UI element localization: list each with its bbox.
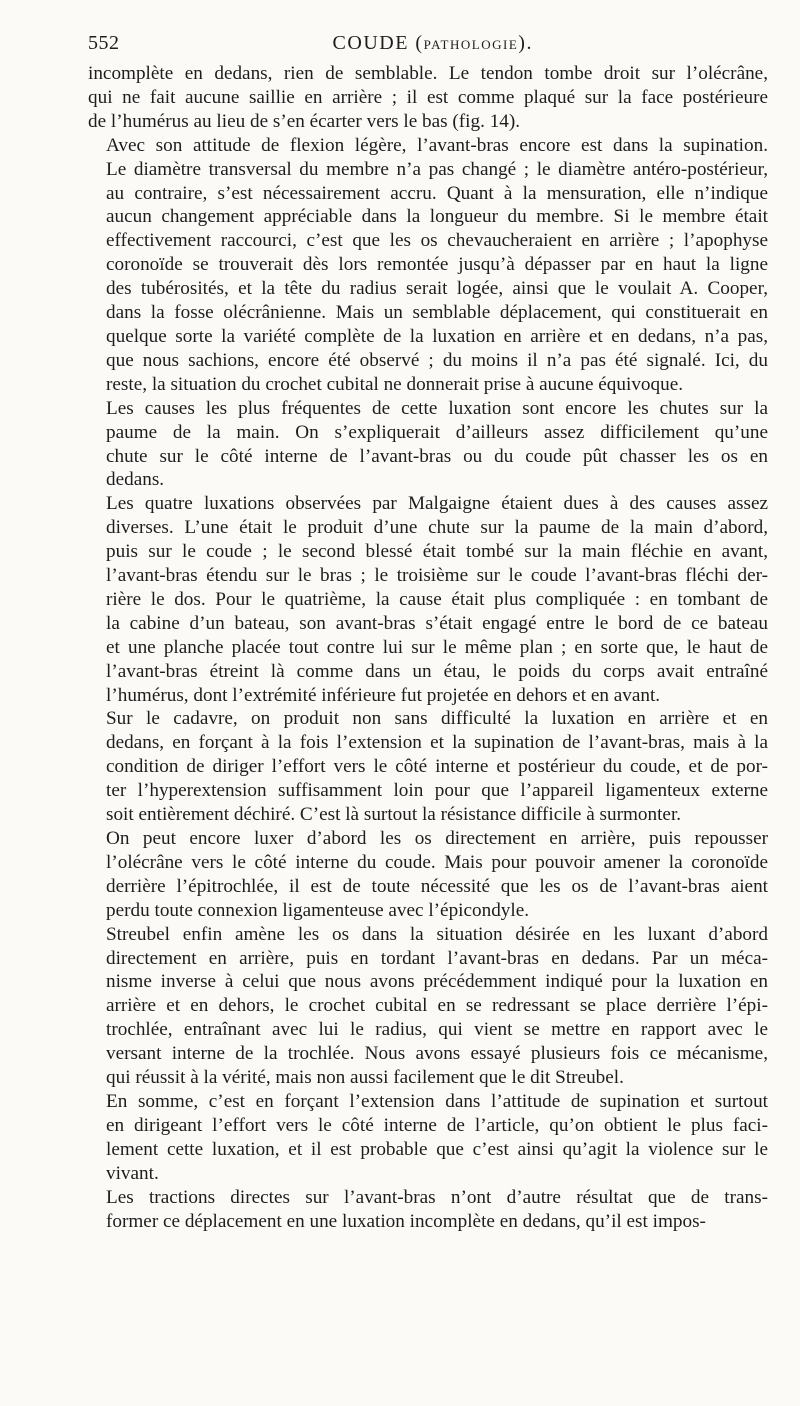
text-line: Le diamètre transversal du membre n’a pas changé ; le diamètre antéro-postérieur, <box>106 158 768 180</box>
text-line: soit entièrement déchiré. C’est là surtout la résistance difficile à surmonter. <box>106 804 682 826</box>
text-line: puis sur le coude ; le second blessé était tombé sur la main fléchie en avant, <box>106 541 768 563</box>
paragraph <box>88 134 768 397</box>
text-line: coronoïde se trouverait dès lors remontée jusqu’à dépasser par en haut la ligne <box>106 254 768 276</box>
paragraph <box>88 1186 768 1234</box>
running-header <box>88 32 766 58</box>
title-small-caps: PATHOLOGIE <box>423 37 519 52</box>
title-main: COUDE ( <box>332 32 424 54</box>
text-line: trochlée, entraînant avec lui le radius, qui vient se mettre en rapport avec le <box>106 1019 768 1041</box>
text-line: lement cette luxation, et il est probable que c’est ainsi qu’agit la violence sur le <box>106 1138 768 1160</box>
paragraph <box>88 1090 768 1186</box>
text-line: former ce déplacement en une luxation incomplète en dedans, qu’il est impos- <box>106 1210 706 1232</box>
text-line: directement en arrière, puis en tordant l’avant-bras en dedans. Par un méca- <box>106 947 768 969</box>
paragraph <box>88 707 768 827</box>
paragraph <box>88 62 768 134</box>
paragraph <box>88 492 768 707</box>
text-line: diverses. L’une était le produit d’une chute sur la paume de la main d’abord, <box>106 517 768 539</box>
text-line: quelque sorte la variété complète de la luxation en arrière et en dedans, n’a pas, <box>106 325 768 347</box>
text-line: de l’humérus au lieu de s’en écarter vers le bas (fig. 14). <box>88 110 521 132</box>
text-line: la cabine d’un bateau, son avant-bras s’était engagé entre le bord de ce bateau <box>106 612 768 634</box>
text-line: condition de diriger l’effort vers le côté interne et postérieur du coude, et de por- <box>106 756 768 778</box>
text-line: l’humérus, dont l’extrémité inférieure fut projetée en dehors et en avant. <box>106 684 661 706</box>
text-line: l’avant-bras étendu sur le bras ; le troisième sur le coude l’avant-bras fléchi der- <box>106 565 768 587</box>
text-line: Avec son attitude de flexion légère, l’avant-bras encore est dans la supination. <box>106 134 768 156</box>
text-line: effectivement raccourci, c’est que les os chevaucheraient en arrière ; l’apophyse <box>106 230 768 252</box>
text-line: vivant. <box>106 1162 159 1184</box>
text-line: aucun changement appréciable dans la longueur du membre. Si le membre était <box>106 206 768 228</box>
text-line: reste, la situation du crochet cubital ne donnerait prise à aucune équivoque. <box>106 373 684 395</box>
text-line: incomplète en dedans, rien de semblable. Le tendon tombe droit sur l’olécrâne, <box>88 63 768 84</box>
page-number: 552 <box>88 32 120 54</box>
paragraph <box>88 827 768 923</box>
text-line: au contraire, s’est nécessairement accru. Quant à la mensuration, elle n’indique <box>106 182 768 204</box>
text-line: en dirigeant l’effort vers le côté interne de l’article, qu’on obtient le plus faci- <box>106 1114 768 1136</box>
text-line: Les quatre luxations observées par Malgaigne étaient dues à des causes assez <box>106 493 768 515</box>
text-line: rière le dos. Pour le quatrième, la cause était plus compliquée : en tombant de <box>106 588 768 610</box>
text-line: versant interne de la trochlée. Nous avons essayé plusieurs fois ce mécanisme, <box>106 1043 768 1065</box>
text-line: dans la fosse olécrânienne. Mais un semblable déplacement, qui constituerait en <box>106 302 768 324</box>
text-line: ter l’hyperextension suffisamment loin pour que l’appareil ligamenteux externe <box>106 780 768 802</box>
text-line: qui ne fait aucune saillie en arrière ; il est comme plaqué sur la face postérieure <box>88 86 768 108</box>
text-line: chute sur le côté interne de l’avant-bras ou du coude pût chasser les os en <box>106 445 768 467</box>
text-line: perdu toute connexion ligamenteuse avec l’épicondyle. <box>106 899 530 921</box>
body-text <box>88 62 768 1233</box>
text-line: dedans. <box>106 469 165 491</box>
text-line: et une planche placée tout contre lui sur le même plan ; en sorte que, le haut de <box>106 636 768 658</box>
text-line: qui réussit à la vérité, mais non aussi facilement que le dit Streubel. <box>106 1067 624 1089</box>
text-line: des tubérosités, et la tête du radius serait logée, ainsi que le voulait A. Cooper, <box>106 278 768 300</box>
text-line: derrière l’épitrochlée, il est de toute nécessité que les os de l’avant-bras aient <box>106 875 768 897</box>
text-line: paume de la main. On s’expliquerait d’ailleurs assez difficilement qu’une <box>106 421 768 443</box>
text-line: En somme, c’est en forçant l’extension dans l’attitude de supination et surtout <box>106 1090 768 1112</box>
title-end: ). <box>518 32 533 54</box>
text-line: Streubel enfin amène les os dans la situation désirée en les luxant d’abord <box>106 923 768 945</box>
text-line: Les causes les plus fréquentes de cette luxation sont encore les chutes sur la <box>106 397 768 419</box>
text-line: dedans, en forçant à la fois l’extension et la supination de l’avant-bras, mais à la <box>106 732 768 754</box>
paragraph <box>88 923 768 1090</box>
text-line: que nous sachions, encore été observé ; du moins il n’a pas été signalé. Ici, du <box>106 349 768 371</box>
paragraph <box>88 397 768 493</box>
text-line: Les tractions directes sur l’avant-bras n’ont d’autre résultat que de trans- <box>106 1186 768 1208</box>
text-line: l’olécrâne vers le côté interne du coude. Mais pour pouvoir amener la coronoïde <box>106 851 768 873</box>
text-line: On peut encore luxer d’abord les os directement en arrière, puis repousser <box>106 828 768 849</box>
running-title <box>120 32 767 55</box>
text-line: arrière et en dehors, le crochet cubital en se redressant se place derrière l’épi- <box>106 995 768 1017</box>
text-line: l’avant-bras étreint là comme dans un étau, le poids du corps avait entraîné <box>106 660 768 682</box>
text-line: nisme inverse à celui que nous avons précédemment indiqué pour la luxation en <box>106 971 768 993</box>
text-line: Sur le cadavre, on produit non sans difficulté la luxation en arrière et en <box>106 708 768 730</box>
